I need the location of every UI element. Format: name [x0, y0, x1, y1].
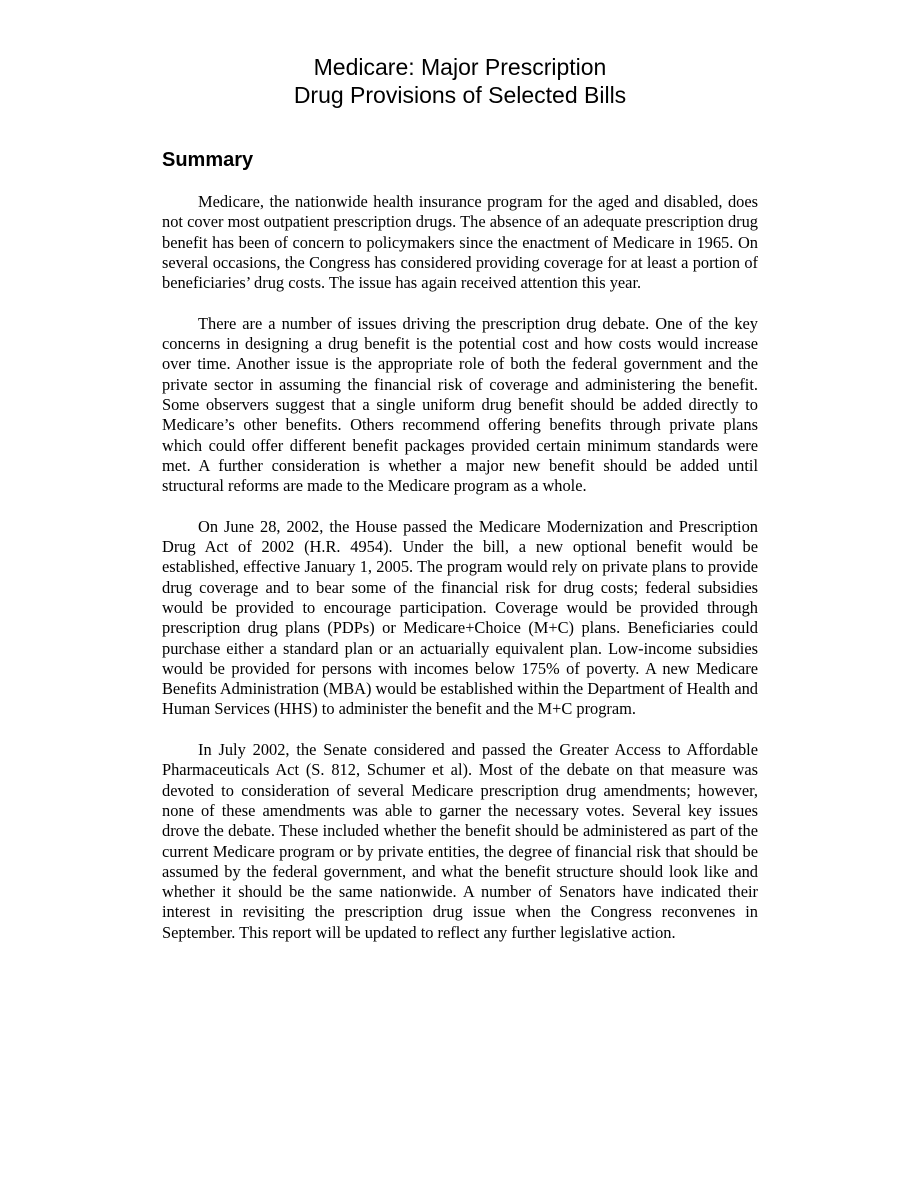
- paragraph: Medicare, the nationwide health insurance program for the aged and disabled, does not cover most outpatient prescription drugs. The absence of an adequate prescription drug benefit has been of concern to policymakers since the enactment of Medicare in 1965. On several occasions, the Congress has considered providing coverage for at least a portion of beneficiaries’ drug costs. The issue has again received attention this year.: [162, 192, 758, 293]
- title-line-1: Medicare: Major Prescription: [313, 54, 607, 80]
- paragraph: In July 2002, the Senate considered and passed the Greater Access to Affordable Pharmaceuticals Act (S. 812, Schumer et al). Most of the debate on that measure was devoted to consideration of several Medicare prescription drug amendments; however, none of these amendments was able to garner the necessary votes. Several key issues drove the debate. These included whether the benefit should be administered as part of the current Medicare program or by private entities, the degree of financial risk that should be assumed by the federal government, and what the benefit structure should look like and whether it should be the same nationwide. A number of Senators have indicated their interest in revisiting the prescription drug issue when the Congress reconvenes in September. This report will be updated to reflect any further legislative action.: [162, 740, 758, 942]
- summary-body: [162, 192, 758, 963]
- paragraph: There are a number of issues driving the prescription drug debate. One of the key concerns in designing a drug benefit is the potential cost and how costs would increase over time. Another issue is the appropriate role of both the federal government and the private sector in assuming the financial risk of coverage and administering the benefit. Some observers suggest that a single uniform drug benefit should be added directly to Medicare’s other benefits. Others recommend offering benefits through private plans which could offer different benefit packages provided certain minimum standards were met. A further consideration is whether a major new benefit should be added until structural reforms are made to the Medicare program as a whole.: [162, 313, 758, 496]
- title-line-2: Drug Provisions of Selected Bills: [293, 82, 627, 108]
- page-title: [0, 53, 920, 109]
- paragraph: On June 28, 2002, the House passed the Medicare Modernization and Prescription Drug Act of 2002 (H.R. 4954). Under the bill, a new optional benefit would be established, effective January 1, 2005. The program would rely on private plans to provide drug coverage and to bear some of the financial risk for drug costs; federal subsidies would be provided to encourage participation. Coverage would be provided through prescription drug plans (PDPs) or Medicare+Choice (M+C) plans. Beneficiaries could purchase either a standard plan or an actuarially equivalent plan. Low-income subsidies would be provided for persons with incomes below 175% of poverty. A new Medicare Benefits Administration (MBA) would be established within the Department of Health and Human Services (HHS) to administer the benefit and the M+C program.: [162, 516, 758, 719]
- section-heading-summary: Summary: [162, 149, 254, 171]
